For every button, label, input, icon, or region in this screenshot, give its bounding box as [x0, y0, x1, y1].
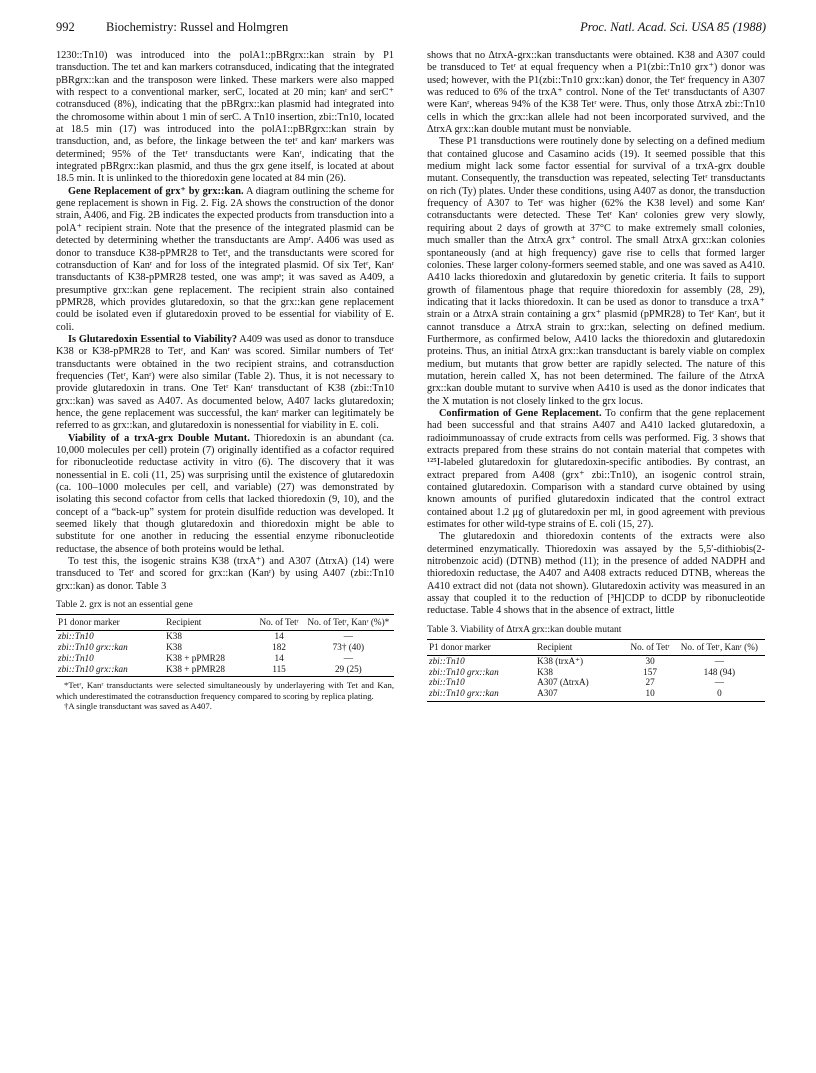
table-cell: —	[714, 655, 724, 666]
table	[56, 614, 394, 677]
section-double-mutant	[56, 433, 394, 556]
column-header: No. of Tetʳ	[255, 615, 302, 631]
section-heading: Is Glutaredoxin Essential to Viability?	[68, 333, 237, 345]
table-row	[56, 631, 394, 642]
table-cell: zbi::Tn10	[429, 655, 465, 666]
table-cell: K38	[166, 641, 182, 652]
table-cell: 14	[274, 631, 284, 642]
section-heading: Gene Replacement of grx⁺ by grx::kan.	[68, 185, 244, 197]
table-row	[56, 664, 394, 677]
table-cell: K38	[537, 666, 553, 677]
table-cell: A307 (ΔtrxA)	[537, 677, 589, 688]
column-header: Recipient	[535, 639, 626, 655]
table-cell: A307	[535, 688, 626, 701]
column-header: Recipient	[164, 615, 255, 631]
table-row	[427, 667, 765, 678]
column-header: No. of Tetʳ, Kanʳ (%)*	[303, 615, 394, 631]
journal-citation: Proc. Natl. Acad. Sci. USA 85 (1988)	[580, 20, 766, 34]
table-cell: 29 (25)	[303, 664, 394, 677]
table-header-row	[427, 639, 765, 655]
table-footnote: †A single transductant was saved as A407.	[64, 701, 212, 712]
section-glutaredoxin-essential	[56, 334, 394, 433]
table-cell: K38 + pPMR28	[166, 652, 225, 663]
table-cell: zbi::Tn10	[58, 652, 94, 663]
table-row	[56, 653, 394, 664]
paragraph: The glutaredoxin and thioredoxin contents of the extracts were also determined enzymatically. Thioredoxin was assayed by the 5,5′-dithiobis(2-nitrobenzoic acid) (DTNB) method (11); in the presence of added NADPH and thioredoxin reductase, the A407 and A408 extracts reduced DTNB, whereas the A410 extract did not (data not shown). Glutaredoxin activity was measured in an assay that coupled it to the reduction of [³H]CDP to dCDP by ribonucleotide reductase. Table 4 shows that in the absence of extract, little	[427, 531, 765, 617]
table-cell: 73† (40)	[332, 641, 365, 652]
table-cell: zbi::Tn10	[58, 631, 94, 642]
table-cell: —	[343, 652, 353, 663]
running-title: Biochemistry: Russel and Holmgren	[106, 20, 289, 34]
section-text: A diagram outlining the scheme for gene replacement is shown in Fig. 2. Fig. 2A shows the construction of the donor strain, A406, and Fig. 2B indicates the expected products from transduction into a polA⁺ recipient strain. Note that the presence of the integrated plasmid can be detected by determining whether the transductants are Ampʳ. A406 was used as donor to transduce K38-pPMR28 to Tetʳ, and the transductants were scored for cotransduction of Kanʳ and for loss of the integrated plasmid. Of six Tetʳ, Kanʳ transductants of K38-pPMR28 tested, one was ampˢ; it was saved as A409, a presumptive grx::kan gene replacement. The recipient strain also contained pPMR28, which provides glutaredoxin, so that the grx::kan gene replacement could be isolated even if glutaredoxin proved to be essential for viability of E. coli.	[56, 185, 394, 333]
table-3	[427, 624, 765, 702]
table-footnote: *Tetʳ, Kanʳ transductants were selected simultaneously by underlayering with Tet and Kan, which underestimated the cotransduction frequency compared to scoring by replica plating.	[56, 680, 394, 701]
table-2	[56, 599, 394, 712]
table-caption: Table 3. Viability of ΔtrxA grx::kan double mutant	[427, 623, 622, 635]
table	[427, 639, 765, 702]
paragraph: These P1 transductions were routinely done by selecting on a defined medium that contained glucose and Casamino acids (19). It seemed possible that this medium might lack some factor essential for survival of a trxA-grx double mutant. Consequently, the transduction was repeated, selecting Tetʳ transductants on rich (Ty) plates. Under these conditions, using A407 as donor, the transduction frequency of A307 to Tetʳ was higher (62% the K38 level) and some Kanʳ cotransductants were detected. These Tetʳ Kanʳ colonies grew very slowly, requiring about 2 days of growth at 37°C to make extremely small colonies, much smaller than the ΔtrxA grx⁺ control. The small ΔtrxA grx::kan colonies spontaneously (and at high frequency) gave rise to cells that formed larger colonies. These larger colony-formers seemed stable, and one was saved as A410. A410 lacks thioredoxin and glutaredoxin by genetic criteria. It fails to support growth of filamentous phage that require thioredoxin for assembly (28, 29), indicating that it lacks thioredoxin. It can be used as donor to transduce a trxA⁺ strain or a ΔtrxA strain containing a grx⁺ plasmid (pPMR28) to Tetʳ Kanʳ, but it cannot transduce a ΔtrxA strain to grx::kan, selecting on defined medium. Furthermore, as confirmed below, A410 lacks the thioredoxin and glutaredoxin proteins. Thus, an initial ΔtrxA grx::kan transductant is barely viable on complex medium, but mutants that grow better are rapidly selected. The nature of this mutation, herein called X, has not been determined. The failure of the ΔtrxA grx::kan double mutant to survive when A410 is used as the donor indicates that the X mutation is not closely linked to the grx locus.	[427, 136, 765, 407]
column-header: P1 donor marker	[56, 615, 164, 631]
table-cell: K38 (trxA⁺)	[537, 655, 584, 666]
table-cell: zbi::Tn10 grx::kan	[58, 641, 128, 652]
paragraph: To test this, the isogenic strains K38 (trxA⁺) and A307 (ΔtrxA) (14) were transduced to Tetʳ and scored for grx::kan (Kanʳ) by using A407 (zbi::Tn10 grx::kan) as donor. Table 3	[56, 556, 394, 592]
table-cell: zbi::Tn10	[429, 677, 465, 688]
table-cell: K38 + pPMR28	[164, 664, 255, 677]
right-column	[427, 50, 765, 702]
table-row	[427, 677, 765, 688]
table-cell: 148 (94)	[703, 666, 736, 677]
table-cell: 115	[255, 664, 302, 677]
table-caption: Table 2. grx is not an essential gene	[56, 599, 193, 611]
table-cell: 30	[645, 655, 655, 666]
left-column	[56, 50, 394, 712]
section-gene-replacement	[56, 186, 394, 334]
paragraph: shows that no ΔtrxA-grx::kan transductants were obtained. K38 and A307 could be transduced to Tetʳ at equal frequency when a P1(zbi::Tn10 grx⁺) donor was used; however, with the P1(zbi::Tn10 grx::kan) donor, the Tetʳ frequency in A307 was reduced to 6% of the trxA⁺ control. None of the Tetʳ transductants of A307 were Kanʳ, whereas 94% of the K38 Tetʳ were. Thus, only those ΔtrxA zbi::Tn10 cells in which the grx::kan allele had not been incorporated survived, and the ΔtrxA grx::kan double mutant must be nonviable.	[427, 50, 765, 136]
section-heading: Viability of a trxA-grx Double Mutant.	[68, 432, 250, 444]
table-cell: 27	[645, 677, 655, 688]
table-cell: 14	[274, 652, 284, 663]
page-header	[56, 20, 766, 38]
table-header-row	[56, 615, 394, 631]
table-cell: zbi::Tn10 grx::kan	[427, 688, 535, 701]
paragraph: 1230::Tn10) was introduced into the polA1::pBRgrx::kan strain by P1 transduction. The tet and kan markers cotransduced, indicating that the integrated pBRgrx::kan and the transposon were linked. These markers were also mapped with respect to a conventional marker, serC, located at 20 min; kanʳ and serC⁺ cotransduced (8%), indicating that the pBRgrx::kan plasmid had integrated into the chromosome within about 1 min of serC. A Tn10 insertion, zbi::Tn10, located at 18.5 min (17) was introduced into the polA1::pBRgrx::kan strain by transduction, and, as before, the linkage between the tetʳ and kanʳ markers was determined; 95% of the Tetʳ transductants were Kanʳ, indicating that the integrated pBRgrx::kan plasmid, and thus the grx gene itself, is located at about 18.5 min. It is unlinked to the thioredoxin gene located at 84 min (26).	[56, 50, 394, 185]
table-cell: zbi::Tn10 grx::kan	[56, 664, 164, 677]
table-cell: 182	[272, 641, 286, 652]
table-row	[427, 655, 765, 666]
section-text: Thioredoxin is an abundant (ca. 10,000 molecules per cell) protein (7) originally identified as a cofactor required for ribonucleotide reductase activity in vitro (6). The discovery that it was nonessential in E. coli (11, 25) was surprising until the existence of glutaredoxin (ca. 100–1000 molecules per cell, and variable) (27) was demonstrated by isolating this second cofactor from cells that lacked thioredoxin (9, 10), and the concept of a “back-up” system for protein disulfide reduction was developed. It seemed likely that though glutaredoxin and thioredoxin might be able to substitute for one another in reducing the essential enzyme ribonucleotide reductase, the absence of both proteins would be lethal.	[56, 432, 395, 555]
page-number: 992	[56, 20, 75, 34]
table-row	[56, 642, 394, 653]
section-confirmation	[427, 408, 765, 531]
column-header: No. of Tetʳ, Kanʳ (%)	[674, 639, 765, 655]
section-heading: Confirmation of Gene Replacement.	[439, 407, 602, 419]
table-cell: —	[714, 677, 724, 688]
column-header: P1 donor marker	[427, 639, 535, 655]
table-cell: 157	[643, 666, 657, 677]
section-text: A409 was used as donor to transduce K38 or K38-pPMR28 to Tetʳ, and Kanʳ was scored. Similar numbers of Tetʳ transductants were obtained in the two recipient strains, and cotransduction frequencies (Tetʳ, Kanʳ) were also similar (Table 2). Thus, it is not necessary to provide glutaredoxin in trans. One Tetʳ Kanʳ transductant of K38 (zbi::Tn10 grx::kan) was saved as A407. As documented below, A407 lacks glutaredoxin; hence, the gene replacement was successful, the kanʳ marker can legitimately be referred to as grx::kan, and glutaredoxin is nonessential for viability in E. coli.	[56, 333, 394, 432]
table-cell: 10	[626, 688, 673, 701]
table-cell: zbi::Tn10 grx::kan	[429, 666, 499, 677]
column-header: No. of Tetʳ	[626, 639, 673, 655]
table-cell: K38	[166, 631, 182, 642]
table-cell: —	[343, 631, 353, 642]
table-row	[427, 688, 765, 701]
table-cell: 0	[674, 688, 765, 701]
section-text: To confirm that the gene replacement had been successful and that strains A407 and A410 lacked glutaredoxin, a radioimmunoassay of crude extracts from cells was performed. Fig. 3 shows that extracts prepared from these strains do not contain material that competes with ¹²⁵I-labeled glutaredoxin for glutaredoxin-specific antibodies. By contrast, an extract prepared from A408 (grx⁺ zbi::Tn10), an isogenic control strain, contained glutaredoxin. Comparison with a standard curve obtained by using known amounts of purified glutaredoxin indicated that the control extract contained about 1.2 μg of glutaredoxin per ml, in good agreement with previous estimates for other wild-type strains of E. coli (15, 27).	[427, 407, 766, 531]
